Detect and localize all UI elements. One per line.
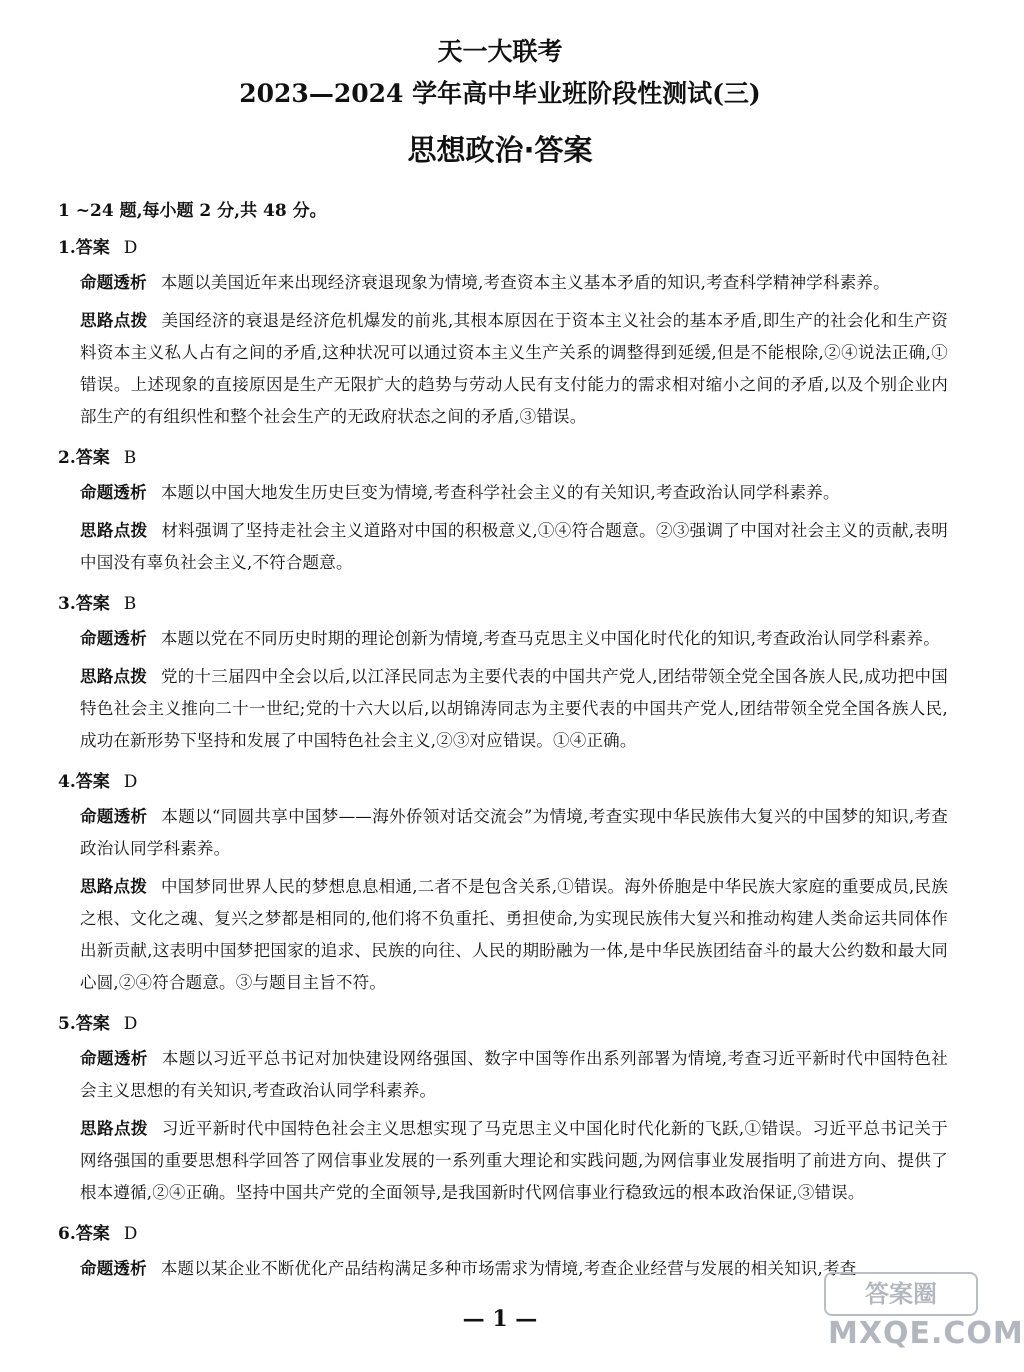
answer-line — [58, 1219, 948, 1244]
analysis-label: 命题透析 — [80, 1259, 147, 1278]
exam-name-title: 2023—2024 学年高中毕业班阶段性测试(三) — [239, 79, 761, 108]
hint-paragraph — [80, 305, 948, 433]
answer-value: D — [123, 1224, 138, 1244]
answer-line — [58, 443, 948, 468]
answer-value: D — [123, 772, 138, 792]
question-number: 2. — [58, 448, 76, 468]
hint-label: 思路点拨 — [80, 521, 148, 540]
hint-text: 习近平新时代中国特色社会主义思想实现了马克思主义中国化时代化新的飞跃,①错误。习近平总书记关于网络强国的重要思想科学回答了网信事业发展的一系列重大理论和实践问题,为网信事业发展指明了前进方向、提供了根本遵循,②④正确。坚持中国共产党的全面领导,是我国新时代网信事业行稳致远的根本政治保证,③错误。 — [80, 1119, 948, 1202]
question-item — [58, 589, 948, 757]
analysis-text: 本题以某企业不断优化产品结构满足多种市场需求为情境,考查企业经营与发展的相关知识,考查 — [160, 1259, 857, 1278]
answer-label: 答案 — [75, 594, 110, 614]
analysis-paragraph — [80, 267, 948, 299]
exam-org-title: 天一大联考 — [437, 37, 563, 66]
hint-text: 美国经济的衰退是经济危机爆发的前兆,其根本原因在于资本主义社会的基本矛盾,即生产的社会化和生产资料资本主义私人占有之间的矛盾,这种状况可以通过资本主义生产关系的调整得到延缓,但是不能根除,②④说法正确,①错误。上述现象的直接原因是生产无限扩大的趋势与劳动人民有支付能力的需求相对缩小之间的矛盾,以及个别企业内部生产的有组织性和整个社会生产的无政府状态之间的矛盾,③错误。 — [80, 311, 948, 426]
analysis-label: 命题透析 — [80, 629, 147, 648]
answer-line — [58, 589, 948, 614]
question-list — [58, 233, 948, 1285]
answer-label: 答案 — [75, 448, 110, 468]
analysis-paragraph — [80, 1043, 948, 1107]
analysis-label: 命题透析 — [80, 807, 148, 826]
question-item — [58, 1009, 948, 1209]
question-item — [58, 233, 948, 433]
answer-label: 答案 — [75, 772, 110, 792]
question-number: 4. — [58, 772, 76, 792]
answer-content — [58, 196, 948, 1295]
page-number: — 1 — — [462, 1306, 538, 1332]
analysis-paragraph — [80, 1253, 948, 1285]
subject-title: 思想政治·答案 — [407, 133, 593, 167]
watermark-site-text: MXQE.COM — [828, 1316, 1024, 1351]
answer-line — [58, 1009, 948, 1034]
question-number: 3. — [58, 594, 76, 614]
question-number: 1. — [58, 238, 76, 258]
answer-label: 答案 — [75, 238, 110, 258]
answer-label: 答案 — [75, 1014, 110, 1034]
analysis-paragraph — [80, 623, 948, 655]
answer-line — [58, 233, 948, 258]
hint-paragraph — [80, 661, 948, 757]
hint-label: 思路点拨 — [80, 877, 148, 896]
hint-paragraph — [80, 515, 948, 579]
answer-line — [58, 767, 948, 792]
question-item — [58, 767, 948, 999]
analysis-label: 命题透析 — [80, 273, 147, 292]
analysis-text: 本题以党在不同历史时期的理论创新为情境,考查马克思主义中国化时代化的知识,考查政治认同学科素养。 — [160, 629, 940, 648]
analysis-text: 本题以习近平总书记对加快建设网络强国、数字中国等作出系列部署为情境,考查习近平新时代中国特色社会主义思想的有关知识,考查政治认同学科素养。 — [80, 1049, 948, 1100]
answer-label: 答案 — [75, 1224, 110, 1244]
hint-text: 中国梦同世界人民的梦想息息相通,二者不是包含关系,①错误。海外侨胞是中华民族大家庭的重要成员,民族之根、文化之魂、复兴之梦都是相同的,他们将不负重托、勇担使命,为实现民族伟大复兴和推动构建人类命运共同体作出新贡献,这表明中国梦把国家的追求、民族的向往、人民的期盼融为一体,是中华民族团结奋斗的最大公约数和最大同心圆,②④符合题意。③与题目主旨不符。 — [80, 877, 948, 992]
analysis-text: 本题以“同圆共享中国梦——海外侨领对话交流会”为情境,考查实现中华民族伟大复兴的中国梦的知识,考查政治认同学科素养。 — [80, 807, 948, 858]
question-number: 5. — [58, 1014, 76, 1034]
analysis-label: 命题透析 — [80, 1049, 148, 1068]
hint-label: 思路点拨 — [80, 667, 148, 686]
hint-paragraph — [80, 1113, 948, 1209]
question-item — [58, 1219, 948, 1285]
analysis-text: 本题以中国大地发生历史巨变为情境,考查科学社会主义的有关知识,考查政治认同学科素养。 — [160, 483, 840, 502]
question-item — [58, 443, 948, 579]
answer-value: B — [123, 448, 137, 468]
question-number: 6. — [58, 1224, 76, 1244]
analysis-paragraph — [80, 477, 948, 509]
hint-text: 材料强调了坚持走社会主义道路对中国的积极意义,①④符合题意。②③强调了中国对社会主义的贡献,表明中国没有辜负社会主义,不符合题意。 — [80, 521, 948, 572]
watermark-box-text: 答案圈 — [824, 1272, 978, 1316]
hint-text: 党的十三届四中全会以后,以江泽民同志为主要代表的中国共产党人,团结带领全党全国各族人民,成功把中国特色社会主义推向二十一世纪;党的十六大以后,以胡锦涛同志为主要代表的中国共产党人,团结带领全党全国各族人民,成功在新形势下坚持和发展了中国特色社会主义,②③对应错误。①④正确。 — [80, 667, 948, 750]
answer-value: B — [123, 594, 137, 614]
analysis-label: 命题透析 — [80, 483, 147, 502]
watermark-logo — [828, 1272, 1024, 1354]
hint-paragraph — [80, 871, 948, 999]
analysis-text: 本题以美国近年来出现经济衰退现象为情境,考查资本主义基本矛盾的知识,考查科学精神学科素养。 — [160, 273, 890, 292]
scoring-intro: 1 ~24 题,每小题 2 分,共 48 分。 — [58, 201, 327, 221]
analysis-paragraph — [80, 801, 948, 865]
answer-value: D — [123, 238, 138, 258]
hint-label: 思路点拨 — [80, 311, 148, 330]
hint-label: 思路点拨 — [80, 1119, 148, 1138]
answer-value: D — [123, 1014, 138, 1034]
